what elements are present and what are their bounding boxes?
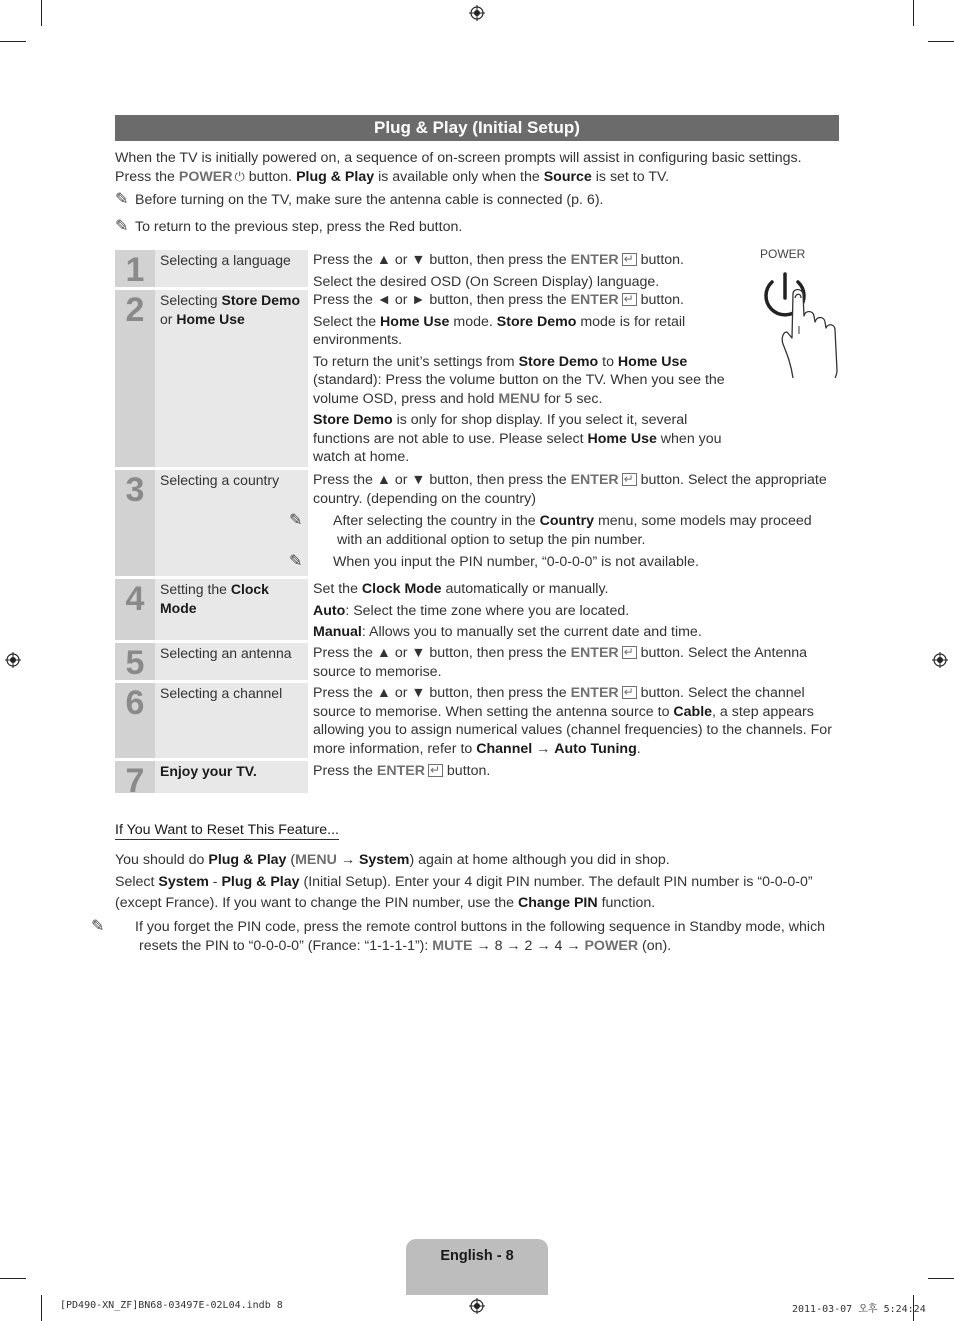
desc-text: Press the ◄ or ► button, then press the [313, 292, 571, 308]
crop-mark [41, 0, 42, 26]
enter-key-label: ENTER [570, 292, 619, 308]
step-description [308, 643, 839, 680]
step-description [308, 579, 839, 640]
desc-text: . [636, 740, 641, 757]
step-label [155, 579, 308, 640]
clock-mode-term: Clock Mode [361, 581, 442, 597]
enter-key-label: ENTER [570, 252, 619, 268]
step-number: 5 [115, 643, 155, 680]
note-text: (on). [638, 937, 672, 954]
step-label-text: Selecting a channel [160, 685, 283, 701]
setup-steps [115, 250, 839, 800]
power-illustration-label: POWER [760, 247, 806, 261]
desc-text: Set the [313, 581, 362, 597]
note-text: When you input the PIN number, “0-0-0-0” is not available. [333, 554, 699, 570]
enter-icon [622, 473, 637, 486]
step-description [308, 761, 839, 793]
step-row-6 [115, 683, 839, 758]
step-label [155, 250, 308, 287]
step-label [155, 290, 308, 467]
registration-mark-icon [469, 5, 485, 21]
reset-text: - [208, 874, 222, 890]
desc-text: mode is for retail environments. [313, 313, 686, 348]
note-text: → 8 → 2 → 4 → [472, 937, 585, 954]
intro-text: When the TV is initially powered on, a sequence of on-screen prompts will assist in configuring basic settings. [115, 150, 802, 166]
step-number: 7 [115, 761, 155, 793]
enter-icon [622, 293, 637, 306]
enter-icon [622, 646, 637, 659]
crop-mark [0, 1278, 26, 1279]
reset-text: ) again at home although you did in shop. [409, 852, 670, 868]
step-description [308, 290, 839, 467]
store-demo-term: Store Demo [496, 313, 577, 330]
power-key-label: POWER [178, 168, 233, 185]
step-number: 3 [115, 470, 155, 576]
desc-text: Select the [313, 313, 381, 330]
registration-mark-icon [5, 652, 21, 668]
desc-text: mode. [449, 313, 497, 330]
reset-text: (Initial Setup). Enter your 4 digit PIN number. The default PIN number is “0-0-0-0” (except France). If you want to change the PIN number, use the [115, 874, 813, 911]
crop-mark [928, 41, 954, 42]
power-key-label: POWER [584, 937, 639, 954]
store-demo-term: Store Demo [221, 292, 301, 308]
reset-text: You should do [115, 852, 209, 868]
intro-text: button. [244, 168, 297, 185]
step-label [155, 683, 308, 758]
desc-text: Press the ▲ or ▼ button, then press the [313, 645, 571, 661]
step-row-5 [115, 643, 839, 680]
note-text: If you forget the PIN code, press the remote control buttons in the following sequence in Standby mode, which resets the PIN to “0-0-0-0” (France: “1-1-1-1”): [135, 919, 826, 954]
desc-text: when you watch at home. [313, 430, 722, 465]
desc-text: Press the ▲ or ▼ button, then press the [313, 685, 571, 701]
step-label-text: Selecting [160, 292, 222, 308]
step-label-text: Enjoy your TV. [160, 763, 257, 779]
step-label-text: Selecting an antenna [160, 645, 292, 661]
manual-term: Manual [313, 624, 362, 640]
step-row-2 [115, 290, 839, 467]
note-red-button [115, 218, 840, 237]
step-label [155, 761, 308, 793]
system-term: System [158, 874, 209, 890]
clock-mode-term: Clock Mode [160, 581, 269, 616]
desc-text: to [598, 353, 618, 370]
enter-icon [622, 253, 637, 266]
step-number: 4 [115, 579, 155, 640]
desc-text: : Select the time zone where you are located. [345, 602, 630, 619]
step-label-text: Selecting a language [160, 252, 291, 268]
note-text: menu, some models may proceed with an additional option to setup the pin number. [337, 513, 812, 548]
registration-mark-icon [932, 652, 948, 668]
desc-text: button. [442, 763, 491, 779]
desc-text: button. [636, 292, 685, 308]
plug-play-term: Plug & Play [221, 874, 300, 890]
step-number: 1 [115, 250, 155, 287]
reset-paragraph-2 [115, 872, 840, 914]
desc-text: button. Select the Antenna source to memorise. [313, 645, 808, 680]
desc-text: for 5 sec. [540, 390, 603, 407]
crop-mark [913, 0, 914, 26]
step-row-7 [115, 761, 839, 800]
note-text: To return to the previous step, press the Red button. [135, 219, 463, 235]
home-use-term: Home Use [617, 353, 688, 370]
reset-heading: If You Want to Reset This Feature... [115, 822, 339, 838]
desc-text: Press the ▲ or ▼ button, then press the [313, 472, 571, 488]
desc-text: To return the unit’s settings from [313, 353, 519, 370]
step-label-text: Setting the [160, 581, 231, 597]
crop-mark [41, 1295, 42, 1321]
reset-paragraph-1 [115, 851, 840, 870]
print-file-info: [PD490-XN_ZF]BN68-03497E-02L04.indb 8 [60, 1300, 283, 1311]
enter-key-label: ENTER [570, 645, 619, 661]
enter-key-label: ENTER [570, 685, 619, 701]
pencil-note-icon: ✎ [289, 512, 303, 529]
intro-text: is available only when the [374, 168, 544, 185]
print-timestamp: 2011-03-07 오후 5:24:24 [792, 1304, 926, 1315]
store-demo-term: Store Demo [518, 353, 599, 370]
page-number-tab: English - 8 [406, 1239, 548, 1295]
plug-play-term: Plug & Play [296, 168, 375, 185]
step-description [289, 470, 839, 576]
country-term: Country [539, 513, 595, 529]
step-label-text: or [160, 310, 177, 327]
desc-text: Press the [313, 763, 377, 779]
auto-tuning-term: Auto Tuning [554, 740, 637, 757]
desc-text: Select the desired OSD (On Screen Display) language. [313, 273, 660, 290]
desc-text: Press the ▲ or ▼ button, then press the [313, 252, 571, 268]
enter-icon [428, 764, 443, 777]
intro-text: is set to TV. [591, 168, 670, 185]
channel-term: Channel [476, 740, 533, 757]
desc-text: automatically or manually. [441, 581, 609, 597]
step-row-4 [115, 579, 839, 640]
note-text: After selecting the country in the [333, 513, 540, 529]
desc-text: is only for shop display. If you select it, several functions are not able to use. Please select [313, 412, 688, 447]
desc-text: button. Select the channel source to memorise. When setting the antenna source to [313, 685, 805, 720]
enter-key-label: ENTER [376, 763, 425, 779]
mute-key-label: MUTE [432, 937, 473, 954]
menu-key-label: MENU [295, 852, 337, 868]
step-label [155, 643, 308, 680]
step-row-3 [115, 470, 839, 576]
desc-text: button. [636, 252, 685, 268]
store-demo-term: Store Demo [313, 412, 393, 428]
step-row-1 [115, 250, 839, 290]
reset-text: Select [115, 874, 159, 890]
section-banner: Plug & Play (Initial Setup) [115, 115, 839, 141]
pencil-note-icon: ✎ [289, 553, 303, 570]
desc-text: button. Select the appropriate country. (depending on the country) [313, 472, 827, 507]
auto-term: Auto [313, 602, 346, 619]
step-label [155, 470, 308, 576]
reset-text: function. [597, 895, 656, 911]
note-text: Before turning on the TV, make sure the antenna cable is connected (p. 6). [135, 192, 604, 208]
menu-key-label: MENU [498, 390, 541, 407]
cable-term: Cable [673, 703, 713, 720]
home-use-term: Home Use [176, 310, 245, 327]
system-term: System [358, 852, 410, 868]
pencil-note-icon: ✎ [91, 918, 105, 935]
intro-paragraph [115, 149, 840, 186]
step-number: 2 [115, 290, 155, 467]
pencil-note-icon: ✎ [115, 191, 129, 208]
change-pin-term: Change PIN [518, 895, 598, 911]
home-use-term: Home Use [380, 313, 450, 330]
reset-note [91, 918, 864, 955]
desc-text: → [532, 740, 555, 757]
crop-mark [0, 41, 26, 42]
reset-text: → [336, 852, 359, 868]
registration-mark-icon [469, 1298, 485, 1314]
intro-text: Press the [115, 168, 179, 185]
note-antenna [115, 191, 840, 210]
step-number: 6 [115, 683, 155, 758]
desc-text: : Allows you to manually set the current date and time. [361, 624, 702, 640]
crop-mark [928, 1278, 954, 1279]
home-use-term: Home Use [587, 430, 657, 447]
step-description [308, 250, 839, 290]
desc-text: , a step appears allowing you to assign numerical values (channel frequencies) to the channels. For more information, refer to [313, 703, 832, 757]
plug-play-term: Plug & Play [208, 852, 287, 868]
enter-icon [622, 686, 637, 699]
step-label-text: Selecting a country [160, 472, 280, 488]
pencil-note-icon: ✎ [115, 218, 129, 235]
power-icon: ⏻ [234, 168, 245, 184]
step-description [308, 683, 839, 758]
source-term: Source [543, 168, 592, 185]
desc-text: (standard): Press the volume button on the TV. When you see the volume OSD, press and hold [313, 372, 725, 407]
reset-text: ( [286, 852, 296, 868]
enter-key-label: ENTER [570, 472, 619, 488]
